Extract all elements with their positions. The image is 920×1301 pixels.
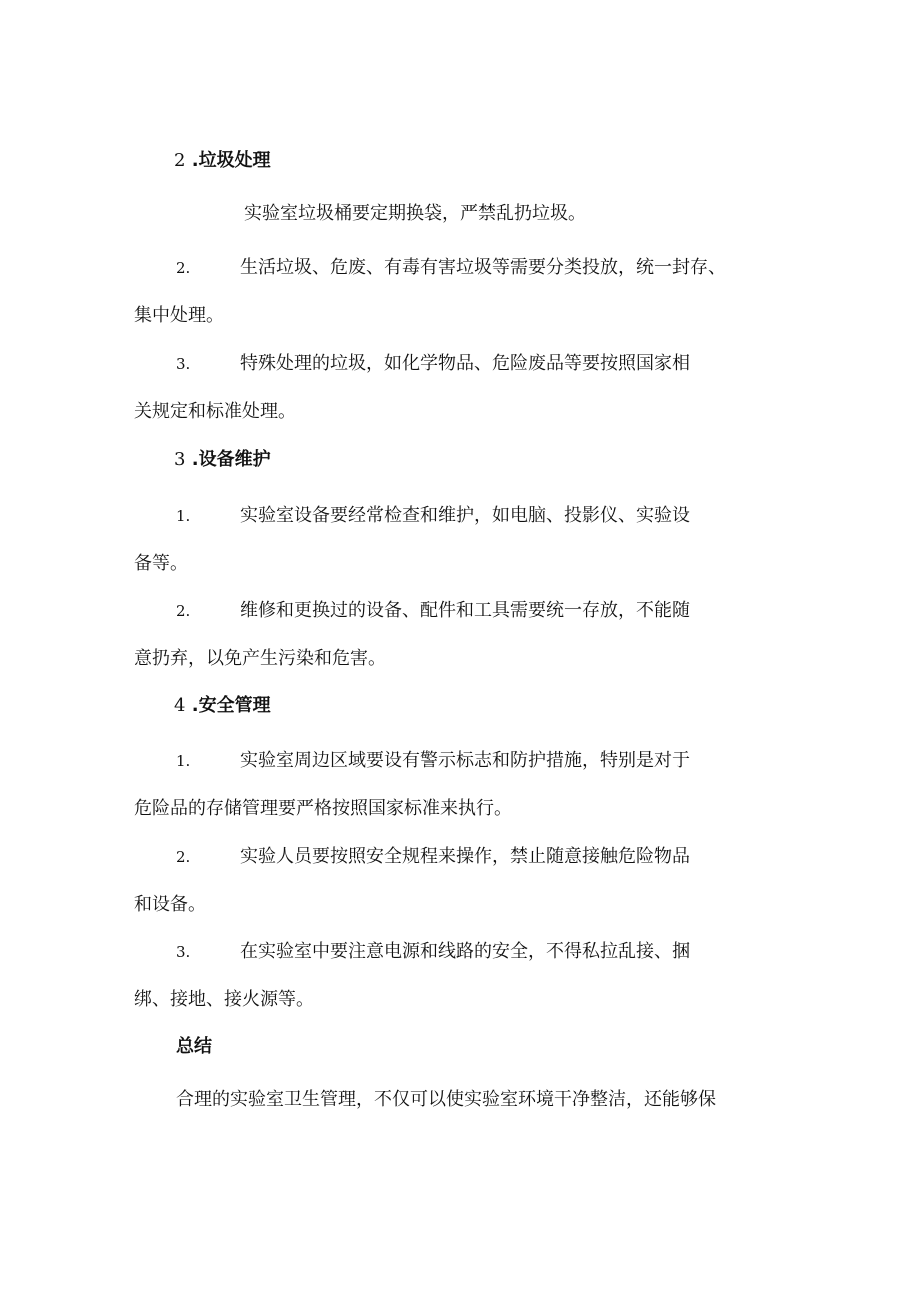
list-item-line1: 生活垃圾、危废、有毒有害垃圾等需要分类投放，统一封存、 [240, 257, 726, 278]
section-heading-garbage [174, 150, 271, 172]
list-item-line2: 绑、接地、接火源等。 [134, 989, 314, 1010]
list-item-line1: 特殊处理的垃圾，如化学物品、危险废品等要按照国家相 [240, 353, 690, 374]
list-item-marker: 2. [176, 848, 191, 866]
section-number: 3 [174, 449, 186, 470]
summary-heading: 总结 [176, 1036, 212, 1057]
list-item-marker: 3. [176, 355, 191, 373]
summary-text: 合理的实验室卫生管理，不仅可以使实验室环境干净整洁，还能够保 [176, 1089, 716, 1110]
list-item-line1: 在实验室中要注意电源和线路的安全，不得私拉乱接、捆 [240, 941, 690, 962]
list-item-line2: 集中处理。 [134, 305, 224, 326]
section-title: .设备维护 [191, 449, 271, 470]
paragraph-intro: 实验室垃圾桶要定期换袋，严禁乱扔垃圾。 [244, 203, 586, 224]
list-item-line2: 和设备。 [134, 894, 206, 915]
section-number: 2 [174, 150, 186, 171]
list-item-marker: 2. [176, 259, 191, 277]
list-item-line1: 实验室设备要经常检查和维护，如电脑、投影仪、实验设 [240, 505, 690, 526]
section-title: .垃圾处理 [191, 150, 271, 171]
list-item-line1: 实验人员要按照安全规程来操作，禁止随意接触危险物品 [240, 846, 690, 867]
list-item-line2: 关规定和标准处理。 [134, 401, 296, 422]
list-item-line2: 意扔弃，以免产生污染和危害。 [134, 648, 386, 669]
list-item-line2: 备等。 [134, 553, 188, 574]
section-heading-equipment [174, 449, 271, 471]
list-item-marker: 1. [176, 507, 191, 525]
section-title: .安全管理 [191, 695, 271, 716]
list-item-marker: 3. [176, 943, 191, 961]
list-item-line1: 实验室周边区域要设有警示标志和防护措施，特别是对于 [240, 750, 690, 771]
section-number: 4 [174, 695, 186, 716]
list-item-line1: 维修和更换过的设备、配件和工具需要统一存放，不能随 [240, 600, 690, 621]
list-item-line2: 危险品的存储管理要严格按照国家标准来执行。 [134, 798, 512, 819]
list-item-marker: 2. [176, 602, 191, 620]
list-item-marker: 1. [176, 752, 191, 770]
section-heading-safety [174, 695, 271, 717]
